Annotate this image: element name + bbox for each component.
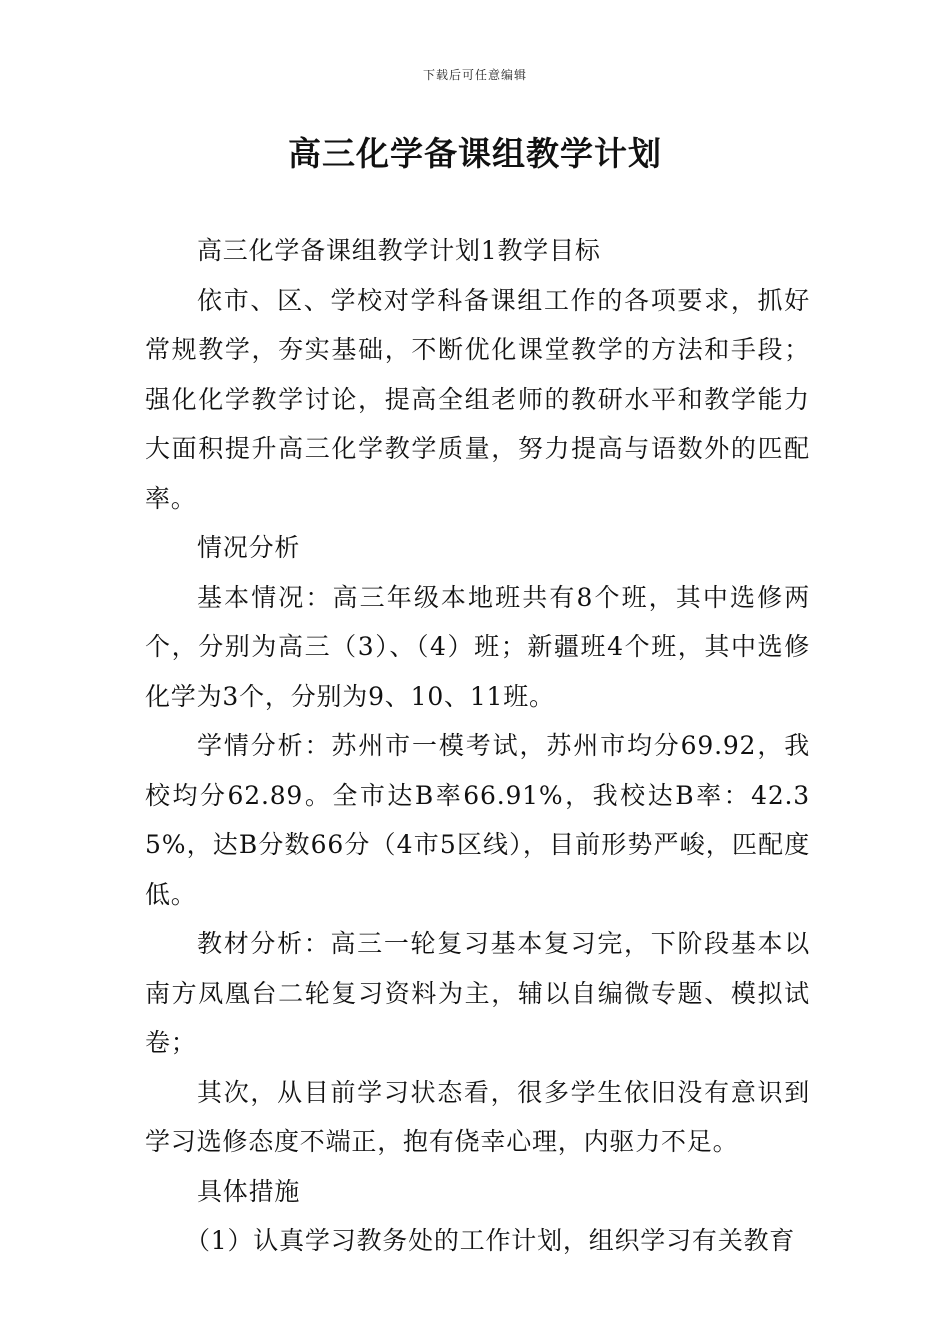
section-heading-goals: 高三化学备课组教学计划1教学目标 (197, 236, 601, 265)
paragraph-learning-state: 其次，从目前学习状态看，很多学生依旧没有意识到学习选修态度不端正，抱有侥幸心理，内驱力不足。 (145, 1077, 810, 1156)
paragraph-goals: 依市、区、学校对学科备课组工作的各项要求，抓好常规教学，夯实基础，不断优化课堂教学的方法和手段；强化化学教学讨论，提高全组老师的教研水平和教学能力大面积提升高三化学教学质量，努力提高与语数外的匹配率。 (145, 285, 810, 513)
paragraph-measure-1: （1）认真学习教务处的工作计划，组织学习有关教育 (185, 1226, 796, 1255)
paragraph-student-analysis: 学情分析：苏州市一模考试，苏州市均分69.92，我校均分62.89。全市达B率66.91%，我校达B率：42.35%，达B分数66分（4市5区线），目前形势严峻，匹配度低。 (145, 731, 810, 909)
paragraph-material-analysis: 教材分析：高三一轮复习基本复习完，下阶段基本以南方凤凰台二轮复习资料为主，辅以自编微专题、模拟试卷； (145, 929, 810, 1057)
paragraph-basic-situation: 基本情况：高三年级本地班共有8个班，其中选修两个，分别为高三（3）、（4）班；新疆班4个班，其中选修化学为3个，分别为9、10、11班。 (145, 582, 810, 711)
section-heading-analysis: 情况分析 (197, 533, 301, 562)
document-body (145, 226, 810, 1266)
section-heading-measures: 具体措施 (197, 1176, 301, 1206)
page-title: 高三化学备课组教学计划 (288, 134, 662, 173)
header-note: 下载后可任意编辑 (422, 68, 527, 82)
